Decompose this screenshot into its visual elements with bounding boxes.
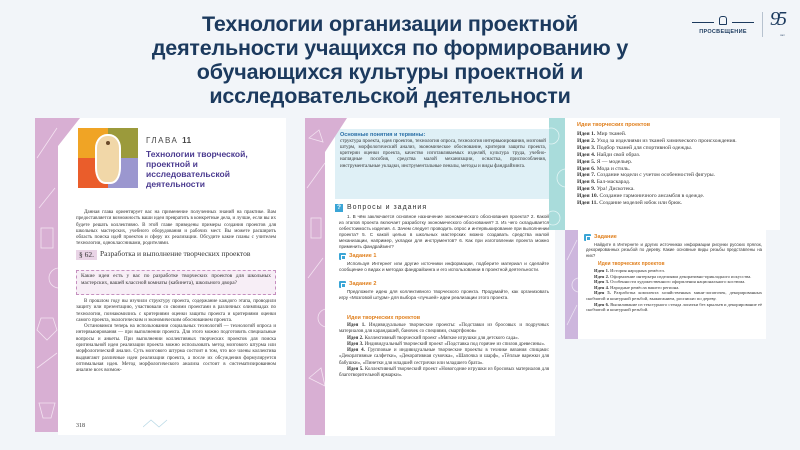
textbook-page-right-bottom [578,230,766,339]
anniversary-logo: 95 [770,8,784,30]
middle-page-decor-strip [305,118,327,435]
textbook-page-left [58,118,286,435]
textbook-page-middle [325,118,555,436]
intro-paragraph: Данная глава ориентирует вас на применение полученных знаний на практике. Вам предоставляется возможность ваши идеи превратить в конкретные дела, и лучше, если вы их будете решать коллективно. В этой главе приведены примеры создания проектов для школьных мастерских, учебного оборудования и рабочих мест. Вы можете расширить область поиска идей проектов и сферу их реализации. Обсудите какие планы с учителем технологии, одноклассниками, родителями. [76,210,276,247]
key-terms-box [335,129,551,199]
geometric-pattern-icon [35,118,59,432]
section-title: Разработка и выполнение творческих проектов [100,249,251,258]
idea-label: Идея 4. [347,348,365,354]
question-mark-icon: ? [335,204,343,212]
task-1-title: Задание 1 [349,253,377,259]
slide-title [110,12,670,108]
circle-pattern-icon [549,118,566,230]
idea-text: История народных ремёсел. [610,268,665,273]
task-paragraph: Используя Интернет или другие источники информации, подберите материал и сделайте сообщение о видах и методах фандрайзинга и его использовании в проектной деятельности. [339,261,549,272]
idea-label: Идея 1. [594,268,610,273]
ideas-title: Идеи творческих проектов [598,261,665,267]
idea-text: Народные ремёсла вашего региона. [610,284,680,290]
body-paragraph: Остановимся теперь на использовании социальных технологий — технологий опроса и интервьюирования — при выполнении проекта. Для этого можно подготовить специальные вопросы и анкеты. При выполнении коллективных творческих проектов для поиска оригинальной идеи реализации проекта можно использовать метод мозгового штурма или морфологический анализ. Суть мозгового штурма состоит в том, что все члены коллектива выдвигают различные идеи реализации проекта, а после их обсуждения формулируется оптимальная идея. Метод морфологического анализа состоит в систематизированном анализе всех возмож- [76,324,276,374]
slide-title-line: деятельности учащихся по формированию у [151,36,629,60]
idea-text: Коллективный творческий проект «Новогодние игрушки из бросовых материалов для благотворительной ярмарки». [339,367,550,379]
idea-text: Бал-маскарад. [596,179,631,186]
task-icon [339,281,346,288]
logo-area [690,6,800,42]
question-box: Какие идеи есть у вас по разработке творческих проектов для школьных мастерских, вашей классной комнаты (кабинета), школьного двора? [76,270,276,295]
idea-label: Идея 1. [347,323,366,328]
geometric-pattern-icon [565,230,579,339]
chapter-label-text: ГЛАВА [146,136,179,145]
idea-label: Идея 2. [577,137,596,144]
idea-label: Идея 3. [594,279,610,285]
slide-title-line: исследовательской деятельности [209,84,571,108]
right-top-decor-strip [549,118,566,230]
chapter-label [146,136,192,145]
questions-paragraph: 1. В чём заключается основное назначение экономического обоснования проекта? 2. Какой из этапов проекта включает разработку экономического обоснования? 3. Из чего складывается себестоимость изделия. 4. Зачем следует проводить опрос и интервьюирование при выполнении проекта? 5. С какой целью в школьных мастерских можно создавать средства малой механизации, например, укладки для инструментов? 6. Как при изготовлении проекта можно применить фандрайзинг? [339,214,549,249]
ideas-list [586,268,762,313]
idea-text: Создание модели с учетом особенностей фигуры. [596,172,716,179]
ideas-title: Идеи творческих проектов [577,122,651,128]
slide-title-line: Технологии организации проектной [202,12,578,36]
idea-item [577,159,777,166]
idea-text: Мода и стиль. [596,165,630,172]
questions-text [339,214,549,250]
chapter-title: Технологии творческой, проектной и исследовательской деятельности [146,149,248,189]
idea-text: Особенности художественного оформления национального костюма. [610,279,746,285]
idea-text: Создание моделей юбок или брюк. [599,200,683,207]
idea-label: Идея 2. [347,335,364,341]
idea-text: Подбор тканей для спортивной одежды. [596,144,693,151]
key-terms-text: структура проекта, идея проектов, технология опроса, технология интервьюирования, мозговой штурм, морфологический анализ, экономическое обоснование, критерии защиты проекта, критерии оценки проекта, качество изготавливаемых изделий, культура труда, учебно-наглядные пособия, средства малой механизации, оснастка, приспособления, инструментальные укладки, инструментальные пеналы, методы и виды фандрайзинга. [340,138,546,169]
task-paragraph: Предложите идею для коллективного творческого проекта. Продумайте, как организовать игру «Мозговой штурм» для выбора «лучшей» идеи реализации этого проекта. [339,289,549,300]
cutting-board-icon [95,134,121,184]
idea-text: Найди свой образ. [596,151,641,158]
task-paragraph: Найдите в Интернете и других источниках информации рисунки русских прялок, декорированных резьбой по дереву. Какие основные виды резьбы представлены на них? [586,242,762,258]
chapter-intro [76,210,276,248]
idea-label: Идея 4. [577,151,596,158]
chapter-illustration [78,128,138,188]
idea-text: Коллективный творческий проект «Мягкие игрушки для детского сада». [364,335,520,341]
page-ornament-icon [143,418,173,428]
logo-divider [762,12,763,37]
questions-title: Вопросы и задания [347,204,428,211]
publisher-mark-icon [719,16,727,25]
left-page-decor-strip [35,118,59,432]
idea-text: Выпиливание из текстурного стенда лопатки без крыльев и декорирование её скобчатой и контурной резьбой. [586,301,762,313]
textbook-page-right-top [565,118,780,230]
page-corner-decor [58,118,80,146]
task-icon [339,253,346,260]
idea-label: Идея 3. [347,341,364,347]
page-corner-decor [325,118,347,152]
idea-text: Индивидуальные творческие проекты: «Подставки из бросовых и подручных материалов для карандашей, баночек со специями, смартфонов» [339,323,550,335]
idea-text: Мир тканей. [596,131,627,137]
ideas-list [577,131,777,207]
task-text [586,242,762,258]
idea-item [339,367,549,380]
idea-label: Идея 8. [577,179,596,186]
chapter-number: 11 [182,136,192,145]
idea-label: Идея 4. [594,284,610,290]
page-number: 318 [76,423,85,429]
key-terms-title: Основные понятия и термины: [340,132,426,138]
section-number: § 62. [76,250,97,260]
idea-text: Уход за изделиями из тканей химического происхождения. [596,137,737,144]
idea-label: Идея 5. [594,290,611,296]
section-heading [76,250,276,267]
idea-text: Групповые и индивидуальные творческие проекты в технике вязания спицами: «Декоративные салфетки», «Декоративная сумочка», «Шапочка и шарф», «Тёплые варежки для бабушки», «Пинетки для младшей сестрички или младшего брата». [339,348,550,366]
idea-text: Ура! Дискотека. [596,186,635,193]
idea-text: Оформление интерьера изделиями декоративно-прикладного искусства. [610,273,752,279]
idea-label: Идея 7. [577,172,596,179]
idea-label: Идея 9. [577,186,596,193]
idea-text: Индивидуальный творческий проект «Подставка под горячее из спилов древесины». [364,341,546,347]
idea-label: Идея 10. [577,193,599,200]
idea-item [586,302,762,313]
task-icon [584,234,591,241]
anniversary-subtitle: лет [780,33,785,37]
idea-label: Идея 3. [577,144,596,151]
geometric-pattern-icon [305,118,327,435]
idea-item [577,145,777,152]
idea-item [577,131,777,138]
logo-line-icon [692,22,714,23]
ideas-title: Идеи творческих проектов [347,315,421,321]
task-2-text [339,289,549,301]
idea-label: Идея 5. [347,367,364,373]
idea-text: Создание гармоничного ансамбля в одежде. [599,193,705,200]
right-bottom-decor-strip [565,230,579,339]
idea-item [577,138,777,145]
idea-item [339,348,549,367]
idea-item [577,179,777,186]
idea-label: Идея 5. [577,158,596,165]
idea-label: Идея 1. [577,131,596,137]
idea-label: Идея 6. [594,301,610,307]
idea-text: Разработка комплекта хозяйственных мини-лопаточек, декорированных скобчатой и контурной резьбой, выжиганием, росписью по дереву. [586,290,763,301]
publisher-name: ПРОСВЕЩЕНИЕ [699,29,747,35]
slide-title-line: обучающихся культуры проектной и [196,60,584,84]
idea-label: Идея 2. [594,273,610,279]
idea-item [577,152,777,159]
task-1-text [339,261,549,273]
logo-line-icon [732,22,754,23]
idea-label: Идея 11. [577,200,598,207]
task-title: Задание [594,234,617,240]
idea-item [577,200,777,207]
idea-label: Идея 6. [577,165,596,172]
idea-item [339,323,549,336]
section-body [76,299,276,375]
body-paragraph: В прошлом году вы изучили структуру проекта, содержание каждого этапа, проводили защиту или презентацию, участвовали со своими проектами в различных олимпиадах по технологии, познакомились с критериями оценки защиты проекта и критериями оценки самого проекта, экологическим и экономическим обоснованием проекта. [76,299,276,323]
task-2-title: Задание 2 [349,281,377,287]
idea-text: Я — модельер. [596,158,633,165]
idea-item [586,290,762,301]
idea-item [577,172,777,179]
ideas-list [339,323,549,380]
